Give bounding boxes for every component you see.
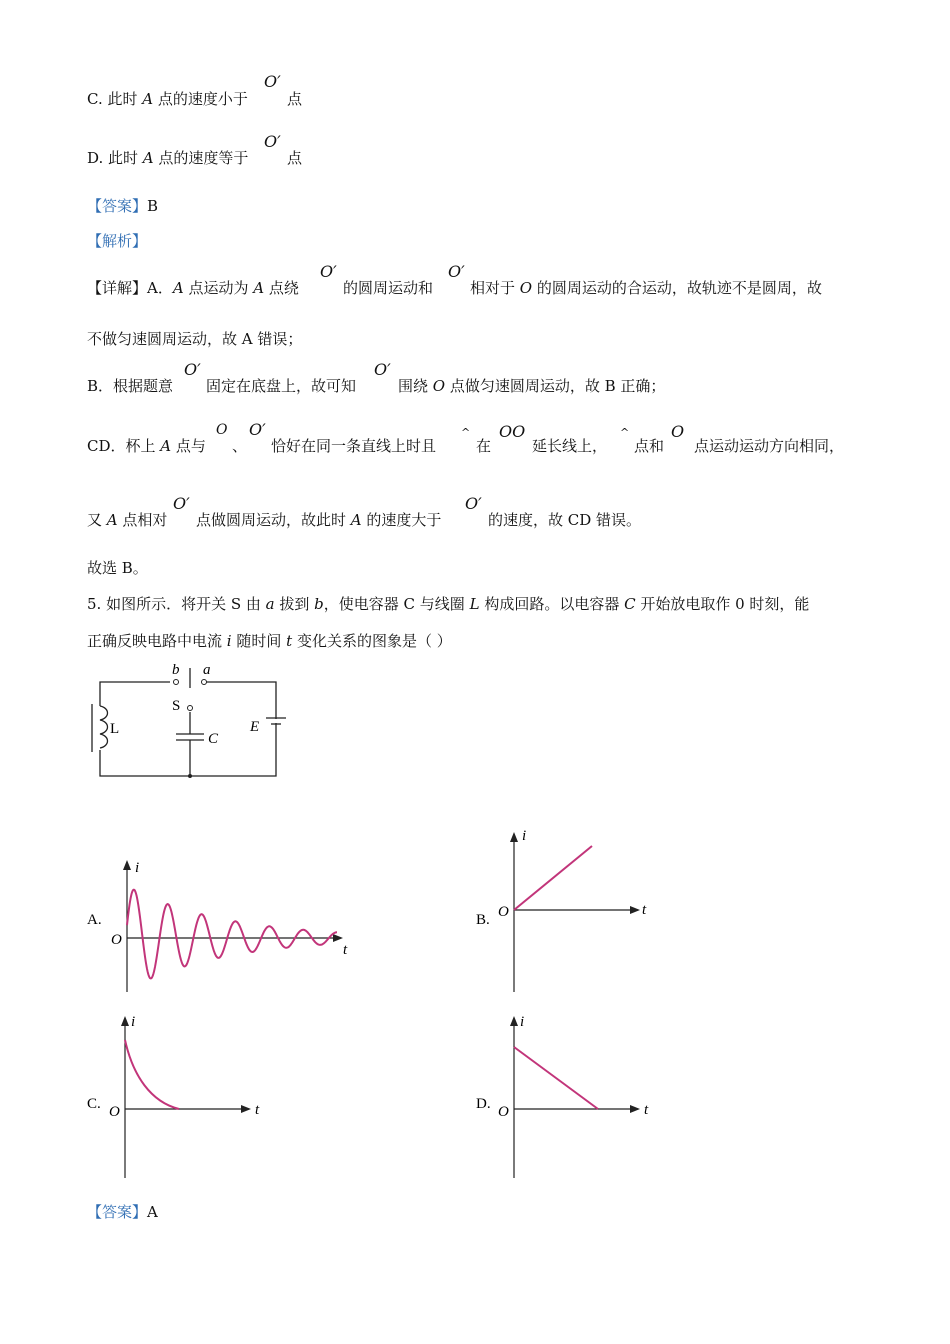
point-a: A (142, 149, 154, 167)
graph-a (85, 850, 365, 1000)
detail-text: CD．杯上 (87, 437, 161, 455)
label-a: a (203, 662, 211, 678)
answer-line (87, 196, 158, 216)
o-prime-symbol: O′ (448, 262, 465, 281)
o-prime-symbol: O′ (264, 132, 281, 151)
curve-linear-decrease (514, 1047, 598, 1109)
analysis-tag: 【解析】 (87, 232, 148, 250)
axis-label-i: i (520, 1014, 525, 1030)
point-a: A (350, 511, 362, 529)
point-o: O (519, 279, 533, 297)
terminal-a (202, 680, 207, 685)
point-a: A (253, 279, 265, 297)
origin-label: O (111, 932, 122, 948)
o-prime-symbol: O′ (249, 420, 266, 439)
y-axis-arrow (510, 1016, 518, 1026)
detail-text: 点做匀速圆周运动，故 B 正确； (445, 377, 666, 395)
label-c: C (208, 731, 219, 747)
graph-c (85, 1012, 285, 1182)
point-a: A (106, 511, 118, 529)
point-a: A (172, 279, 184, 297)
graph-b (474, 828, 674, 998)
question-text: 构成回路。以电容器 (479, 595, 625, 613)
detail-text: 的速度，故 CD 错误。 (488, 511, 642, 529)
question-text: 5. 如图所示．将开关 S 由 (87, 595, 266, 613)
option-d-suffix: 点 (287, 149, 303, 167)
point-a: A (142, 90, 154, 108)
axis-label-t: t (255, 1102, 260, 1118)
terminal-b (174, 680, 179, 685)
o-symbol: O (216, 422, 228, 438)
o-prime-symbol: O′ (374, 360, 391, 379)
detail-text: 点做圆周运动，故此时 (196, 511, 351, 529)
detail-text: 围绕 (398, 377, 433, 395)
origin-label: O (109, 1104, 120, 1120)
oo-symbol: OO (499, 422, 526, 441)
detail-text: 又 (87, 511, 107, 529)
option-d-prefix: D. 此时 (87, 149, 143, 167)
option-c-prefix: C. 此时 (87, 90, 143, 108)
question-text: 开始放电取作 0 时刻，能 (635, 595, 810, 613)
detail-line-4a (87, 436, 206, 456)
label-s: S (172, 698, 181, 714)
detail-line-2: 不做匀速圆周运动，故 A 错误； (87, 330, 303, 348)
curve-linear-rise (514, 846, 592, 910)
point-o: O (432, 377, 446, 395)
detail-text: B．根据题意 (87, 377, 174, 395)
y-axis-arrow (123, 860, 131, 870)
hat-symbol: ^ (620, 426, 630, 439)
detail-line-3b (398, 376, 665, 396)
option-c (87, 89, 248, 109)
point-a: A (160, 437, 172, 455)
option-label: A. (87, 912, 102, 928)
option-d (87, 148, 248, 168)
detail-text: 在 (476, 437, 492, 455)
curve-damped-oscillation (127, 890, 337, 979)
question-text: 随时间 (231, 632, 287, 650)
var-i: i (226, 632, 232, 650)
x-axis-arrow (630, 1105, 640, 1113)
detail-line-5b (196, 510, 441, 530)
axis-label-i: i (522, 828, 527, 844)
o-symbol: O (671, 422, 685, 441)
detail-label: 【详解】A． (87, 279, 173, 297)
detail-text: 、 (232, 437, 248, 455)
answer-line (87, 1202, 158, 1222)
question-text: 变化关系的图象是（ ） (292, 632, 452, 650)
o-prime-symbol: O′ (264, 72, 281, 91)
x-axis-arrow (630, 906, 640, 914)
option-label: D. (476, 1096, 491, 1112)
origin-label: O (498, 1104, 509, 1120)
y-axis-arrow (121, 1016, 129, 1026)
var-c: C (624, 595, 636, 613)
detail-text: 相对于 (470, 279, 520, 297)
origin-label: O (498, 904, 509, 920)
detail-text: 点和 (634, 437, 665, 455)
y-axis-arrow (510, 832, 518, 842)
question-5-line-2 (87, 631, 452, 651)
var-a: a (265, 595, 275, 613)
label-e: E (250, 719, 260, 735)
answer-value: B (147, 197, 159, 215)
x-axis-arrow (241, 1105, 251, 1113)
axis-label-i: i (135, 860, 140, 876)
detail-text: 固定在底盘上，故可知 (206, 377, 357, 395)
detail-text: 点运动为 (183, 279, 254, 297)
curve-exponential-decay (125, 1040, 179, 1109)
x-axis-arrow (333, 934, 343, 942)
option-label: C. (87, 1096, 101, 1112)
o-prime-symbol: O′ (173, 494, 190, 513)
var-t: t (286, 632, 293, 650)
option-d-text: 点的速度等于 (153, 149, 249, 167)
o-prime-symbol: O′ (320, 262, 337, 281)
axis-label-t: t (642, 902, 647, 918)
answer-tag: 【答案】 (87, 1203, 148, 1221)
question-text: 拔到 (274, 595, 315, 613)
o-prime-symbol: O′ (465, 494, 482, 513)
option-c-suffix: 点 (287, 90, 303, 108)
var-l: L (469, 595, 480, 613)
detail-text: 点相对 (117, 511, 168, 529)
label-b: b (172, 662, 180, 678)
label-l: L (110, 721, 120, 737)
detail-text: 的圆周运动和 (343, 279, 434, 297)
circuit-diagram (86, 658, 296, 788)
var-b: b (314, 595, 324, 613)
detail-line-1b (470, 278, 822, 298)
detail-text: 点运动运动方向相同， (694, 437, 845, 455)
detail-text: 点绕 (264, 279, 299, 297)
detail-text: 恰好在同一条直线上时且 (271, 437, 437, 455)
detail-text: 的圆周运动的合运动，故轨迹不是圆周，故 (532, 279, 822, 297)
detail-text: 点与 (171, 437, 206, 455)
question-5-line-1 (87, 594, 809, 614)
graph-d (474, 1012, 674, 1182)
detail-line-5a (87, 510, 167, 530)
detail-line-6: 故选 B。 (87, 559, 148, 577)
hat-symbol: ^ (461, 426, 471, 439)
answer-value: A (147, 1203, 158, 1221)
detail-line-1a (87, 278, 299, 298)
question-text: ，使电容器 C 与线圈 (323, 595, 470, 613)
question-text: 正确反映电路中电流 (87, 632, 227, 650)
axis-label-t: t (644, 1102, 649, 1118)
answer-tag: 【答案】 (87, 197, 148, 215)
junction-dot (188, 774, 192, 778)
detail-text: 延长线上， (532, 437, 608, 455)
axis-label-i: i (131, 1014, 136, 1030)
switch-pivot (188, 706, 193, 711)
detail-text: 的速度大于 (361, 511, 442, 529)
axis-label-t: t (343, 942, 348, 958)
option-label: B. (476, 912, 490, 928)
o-prime-symbol: O′ (184, 360, 201, 379)
option-c-text: 点的速度小于 (153, 90, 248, 108)
